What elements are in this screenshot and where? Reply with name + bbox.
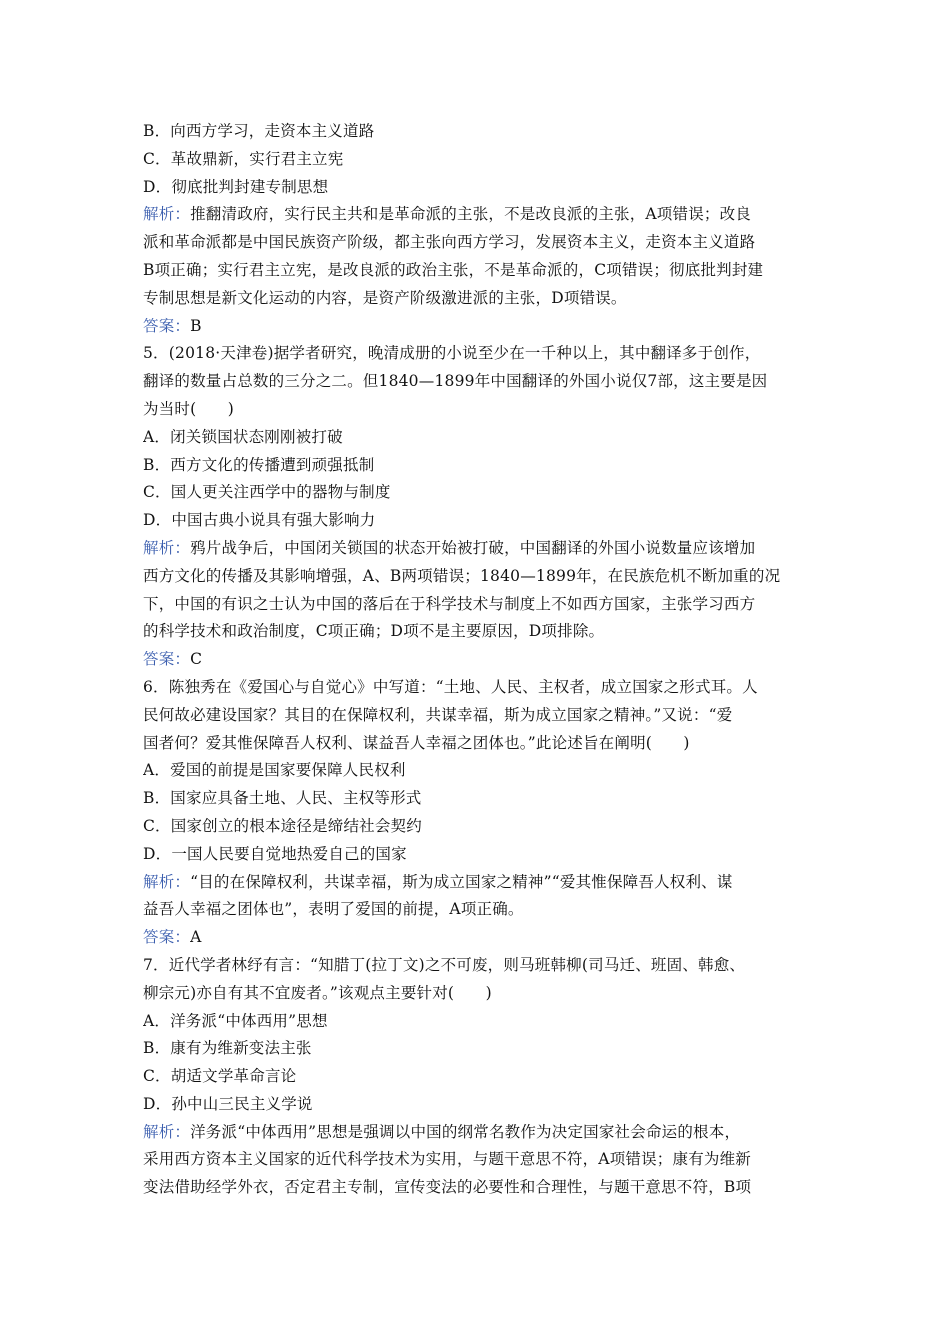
answer-label: 答案： <box>143 316 191 335</box>
q7-analysis-line-3: 变法借助经学外衣，否定君主专制，宣传变法的必要性和合理性，与题干意思不符，B项 <box>143 1178 752 1197</box>
q5-analysis-line-4: 的科学技术和政治制度，C项正确；D项不是主要原因，D项排除。 <box>143 622 605 641</box>
analysis-label: 解析： <box>143 1122 191 1141</box>
q7-option-d: D．孙中山三民主义学说 <box>143 1094 313 1113</box>
q6-option-a: A．爱国的前提是国家要保障人民权利 <box>143 761 406 780</box>
q5-stem-line-3: 为当时( ) <box>143 399 234 418</box>
q5-analysis-line-1 <box>143 535 811 563</box>
document-page <box>143 118 811 1202</box>
q6-option-c: C．国家创立的根本途径是缔结社会契约 <box>143 816 422 835</box>
q5-option-a: A．闭关锁国状态刚刚被打破 <box>143 427 343 446</box>
analysis-text: 推翻清政府，实行民主共和是革命派的主张，不是改良派的主张，A项错误；改良 <box>190 205 752 224</box>
q6-answer <box>143 924 811 952</box>
q6-option-d: D．一国人民要自觉地热爱自己的国家 <box>143 844 407 863</box>
q7-option-c: C．胡适文学革命言论 <box>143 1067 297 1086</box>
analysis-text: 鸦片战争后，中国闭关锁国的状态开始被打破，中国翻译的外国小说数量应该增加 <box>190 538 756 557</box>
q7-analysis-line-1 <box>143 1119 811 1147</box>
answer-value: A <box>190 928 202 947</box>
q7-analysis-line-2: 采用西方资本主义国家的近代科学技术为实用，与题干意思不符，A项错误；康有为维新 <box>143 1150 751 1169</box>
q6-analysis-line-2: 益吾人幸福之团体也”，表明了爱国的前提，A项正确。 <box>143 900 524 919</box>
q5-analysis-line-3: 下，中国的有识之士认为中国的落后在于科学技术与制度上不如西方国家，主张学习西方 <box>143 594 756 613</box>
q4-analysis-line-1 <box>143 201 811 229</box>
q6-analysis-line-1 <box>143 869 811 897</box>
analysis-label: 解析： <box>143 538 191 557</box>
answer-value: C <box>190 650 203 669</box>
q4-answer <box>143 313 811 341</box>
answer-label: 答案： <box>143 650 191 669</box>
q7-stem-line-1: 7．近代学者林纾有言：“知腊丁(拉丁文)之不可废，则马班韩柳(司马迁、班固、韩愈、 <box>143 955 746 974</box>
q4-option-d: D．彻底批判封建专制思想 <box>143 177 329 196</box>
q4-option-c: C．革故鼎新，实行君主立宪 <box>143 149 344 168</box>
q6-stem-line-3: 国者何？爱其惟保障吾人权利、谋益吾人幸福之团体也。”此论述旨在阐明( ) <box>143 733 690 752</box>
analysis-label: 解析： <box>143 205 191 224</box>
q6-option-b: B．国家应具备土地、人民、主权等形式 <box>143 789 422 808</box>
q7-stem-line-2: 柳宗元)亦自有其不宜废者。”该观点主要针对( ) <box>143 983 492 1002</box>
q7-option-b: B．康有为维新变法主张 <box>143 1039 312 1058</box>
q5-option-d: D．中国古典小说具有强大影响力 <box>143 511 376 530</box>
q4-analysis-line-3: B项正确；实行君主立宪，是改良派的政治主张，不是革命派的，C项错误；彻底批判封建 <box>143 260 764 279</box>
q6-stem-line-2: 民何故必建设国家？其目的在保障权利，共谋幸福，斯为成立国家之精神。”又说：“爱 <box>143 705 733 724</box>
q4-analysis-line-2: 派和革命派都是中国民族资产阶级，都主张向西方学习，发展资本主义，走资本主义道路 <box>143 233 756 252</box>
q5-option-c: C．国人更关注西学中的器物与制度 <box>143 483 391 502</box>
q5-stem-line-2: 翻译的数量占总数的三分之二。但1840—1899年中国翻译的外国小说仅7部，这主要是因 <box>143 372 768 391</box>
answer-value: B <box>190 316 202 335</box>
analysis-text: “目的在保障权利，共谋幸福，斯为成立国家之精神”“爱其惟保障吾人权利、谋 <box>190 872 733 891</box>
q4-option-b: B．向西方学习，走资本主义道路 <box>143 122 375 140</box>
analysis-label: 解析： <box>143 872 191 891</box>
q5-analysis-line-2: 西方文化的传播及其影响增强，A、B两项错误；1840—1899年，在民族危机不断加重的况 <box>143 566 781 585</box>
q6-stem-line-1: 6．陈独秀在《爱国心与自觉心》中写道：“土地、人民、主权者，成立国家之形式耳。人 <box>143 677 758 696</box>
answer-label: 答案： <box>143 928 191 947</box>
q4-analysis-line-4: 专制思想是新文化运动的内容，是资产阶级激进派的主张，D项错误。 <box>143 288 627 307</box>
q7-option-a: A．洋务派“中体西用”思想 <box>143 1011 328 1030</box>
q5-option-b: B．西方文化的传播遭到顽强抵制 <box>143 455 375 474</box>
q5-answer <box>143 646 811 674</box>
q5-stem-line-1: 5．(2018·天津卷)据学者研究，晚清成册的小说至少在一千种以上，其中翻译多于创作， <box>143 344 761 363</box>
analysis-text: 洋务派“中体西用”思想是强调以中国的纲常名教作为决定国家社会命运的根本， <box>190 1122 741 1141</box>
